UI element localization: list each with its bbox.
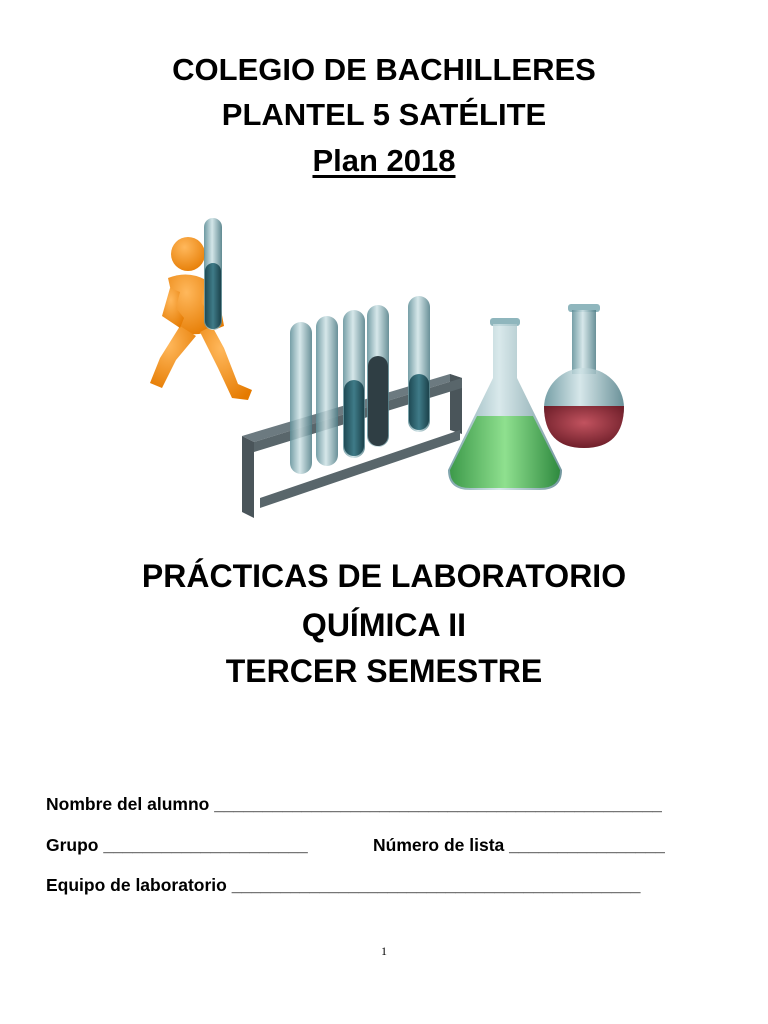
plan-text: Plan 2018 [312,143,456,178]
semester-label: TERCER SEMESTRE [225,653,543,689]
student-name-field: Nombre del alumno ______________________________________________ [46,794,662,814]
group-field: Grupo _____________________ [46,835,308,855]
page-number: 1 [381,944,387,958]
document-title: PRÁCTICAS DE LABORATORIO [141,558,627,594]
school-name: COLEGIO DE BACHILLERES [172,52,596,87]
test-tubes [290,296,430,474]
list-number-field: Número de lista ________________ [373,835,665,855]
lab-team-field: Equipo de laboratorio __________________________________________ [46,875,641,895]
round-flask [544,304,624,448]
plan-label [0,143,768,179]
subject-name: QUÍMICA II [301,607,467,643]
running-figure [150,237,252,400]
campus-name: PLANTEL 5 SATÉLITE [221,97,547,132]
held-test-tube [204,218,222,330]
lab-test-tubes-illustration [140,208,630,528]
